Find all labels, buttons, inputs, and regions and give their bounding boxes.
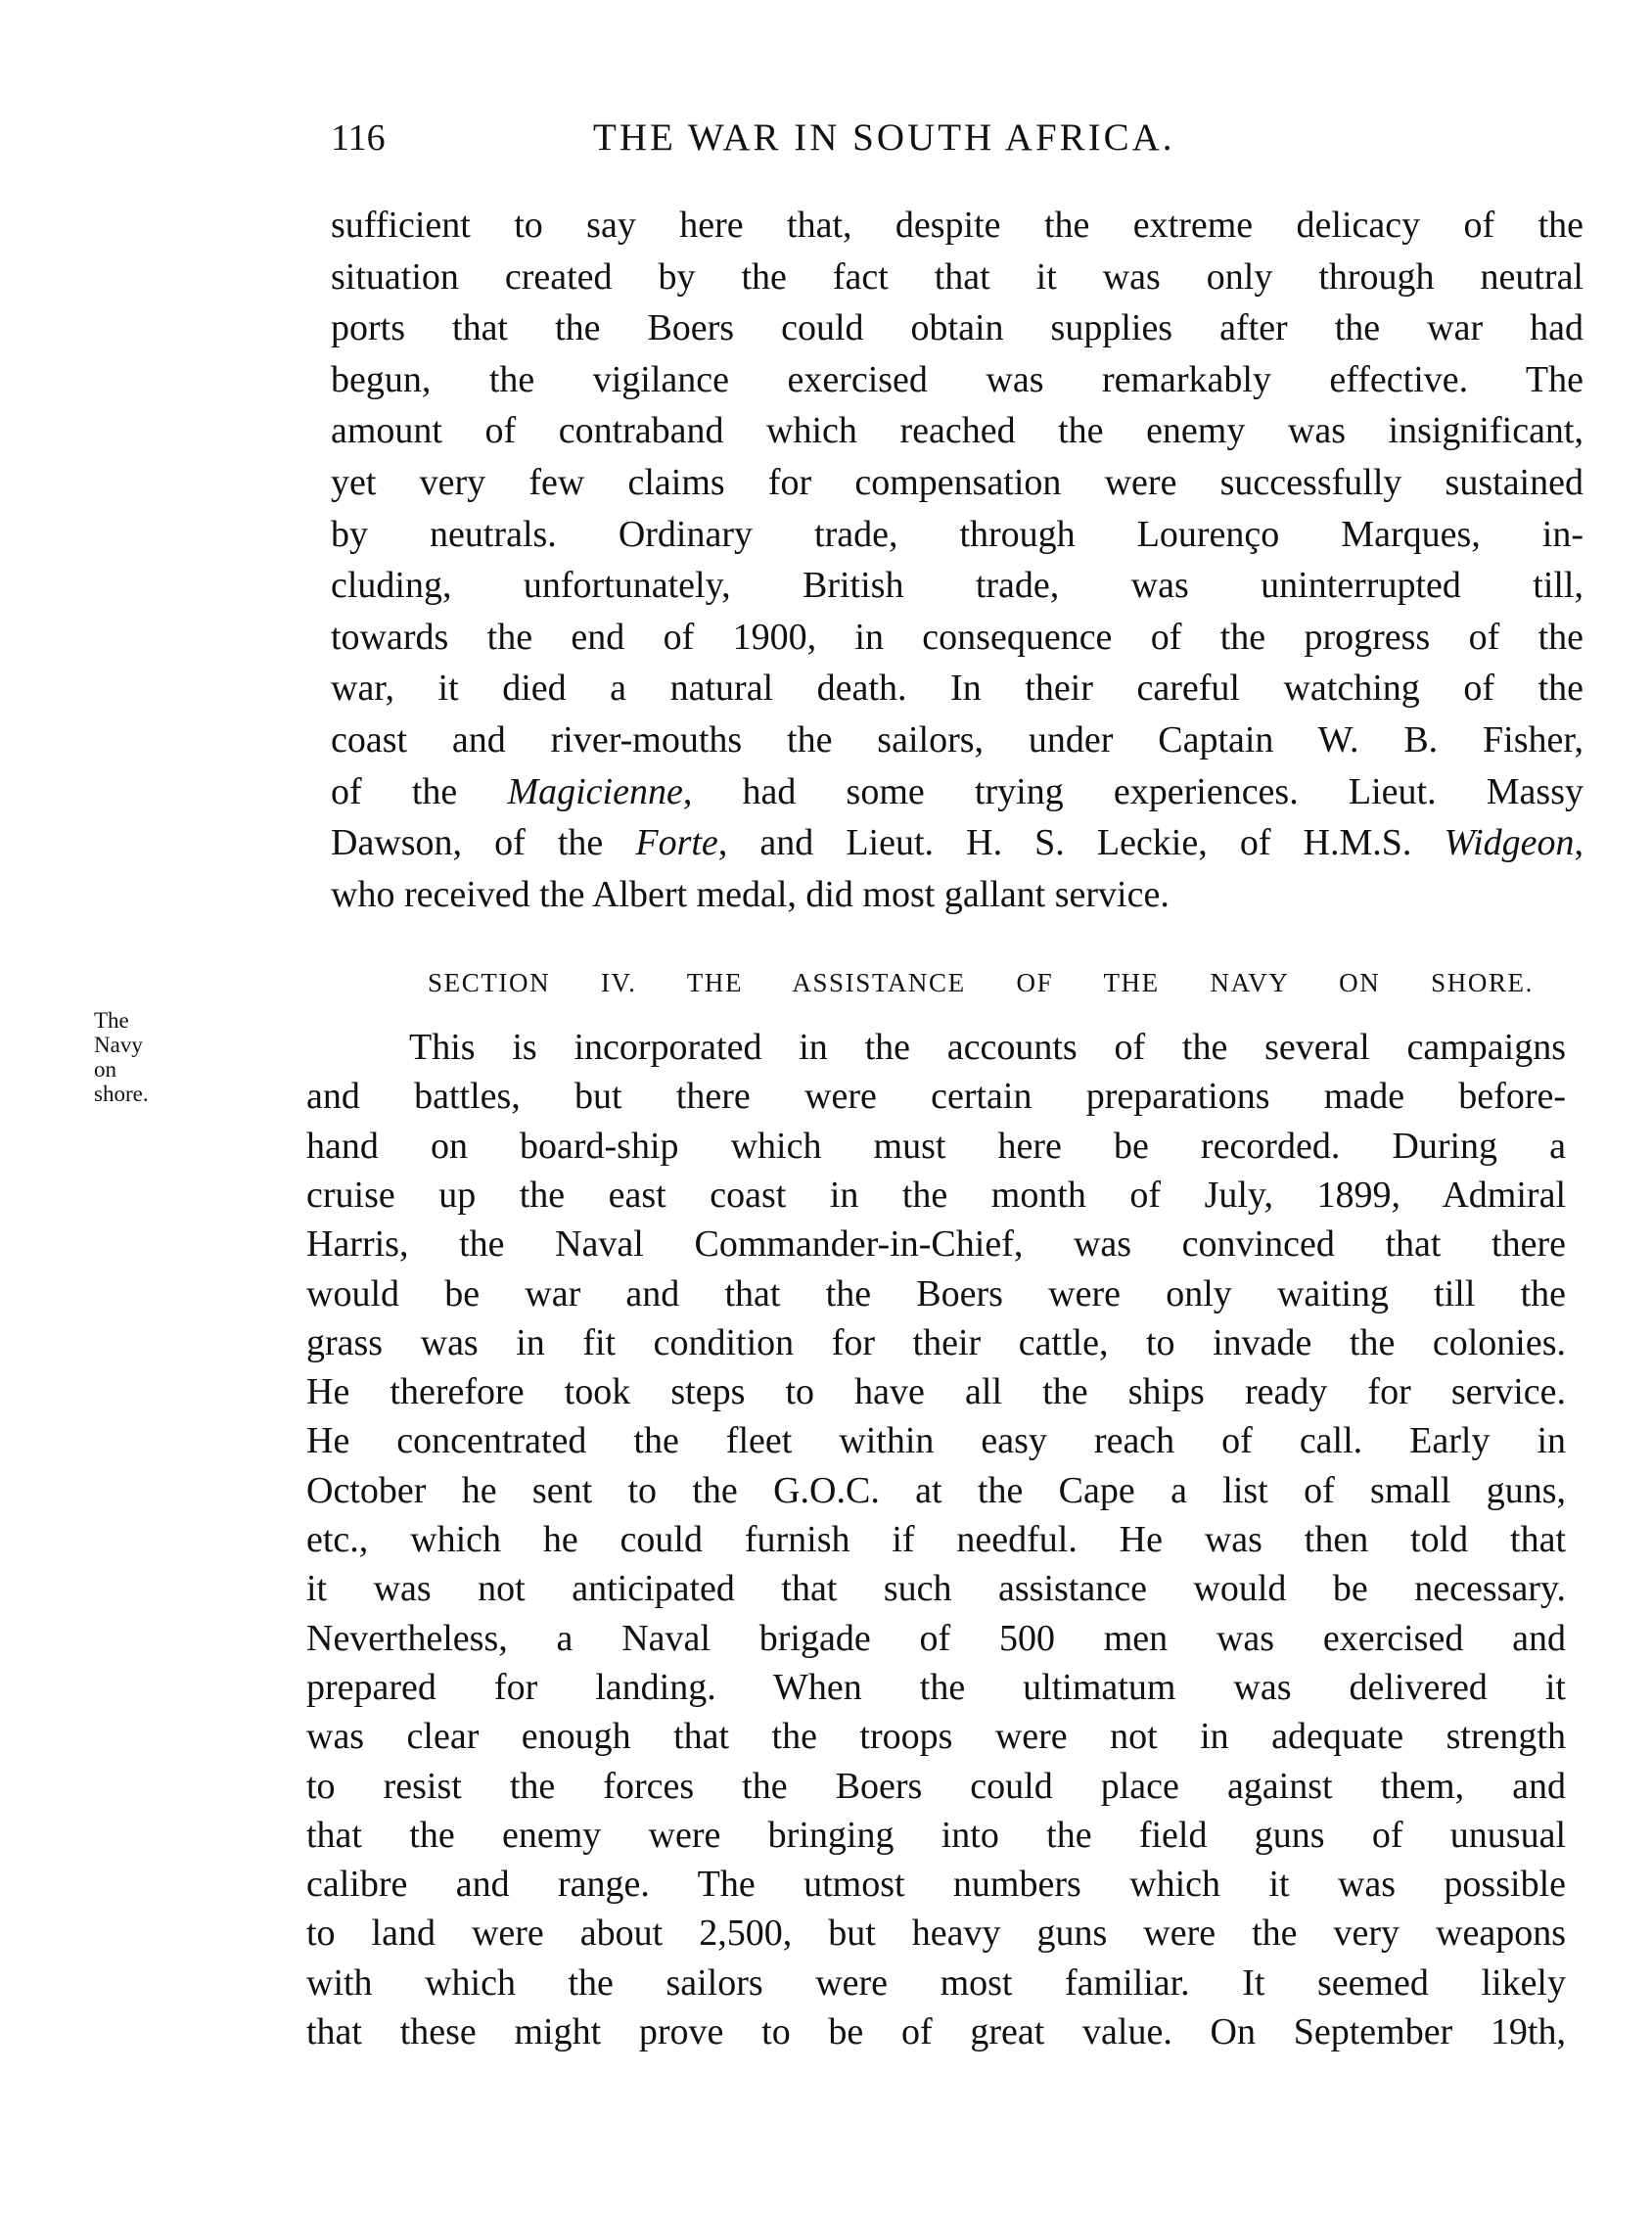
text-segment: Dawson, of the <box>331 822 636 863</box>
text-segment: October he sent to the G.O.C. at the Cape a list of small guns, <box>306 1470 1566 1511</box>
text-segment: calibre and range. The utmost numbers which it was possible <box>306 1864 1566 1905</box>
text-segment: towards the end of 1900, in consequence of the progress of the <box>331 617 1583 658</box>
text-segment: to land were about 2,500, but heavy guns were the very weapons <box>306 1913 1566 1954</box>
margin-note-line: shore. <box>94 1082 149 1106</box>
text-segment: by neutrals. Ordinary trade, through Lourenço Marques, in- <box>331 514 1583 555</box>
text-segment: This is incorporated in the accounts of the several campaigns <box>409 1027 1566 1068</box>
text-segment: sufficient to say here that, despite the extreme delicacy of the <box>331 205 1583 246</box>
text-segment: and battles, but there were certain preparations made before- <box>306 1076 1566 1117</box>
text-segment: that the enemy were bringing into the field guns of unusual <box>306 1815 1566 1856</box>
text-segment: Harris, the Naval Commander-in-Chief, was convinced that there <box>306 1223 1566 1265</box>
text-segment: He concentrated the fleet within easy reach of call. Early in <box>306 1420 1566 1461</box>
text-line <box>409 1023 1566 1072</box>
text-line <box>306 1614 1566 1663</box>
text-line <box>306 2007 1566 2056</box>
text-line <box>306 1515 1566 1564</box>
margin-note-line: on <box>94 1057 116 1082</box>
text-segment: yet very few claims for compensation were successfully sustained <box>331 462 1583 503</box>
page-number: 116 <box>331 117 386 159</box>
text-segment: cluding, unfortunately, British trade, was uninterrupted till, <box>331 565 1583 606</box>
text-segment: with which the sailors were most familiar. It seemed likely <box>306 1962 1566 2004</box>
text-line <box>306 1122 1566 1171</box>
text-line <box>306 1466 1566 1515</box>
text-line <box>306 1811 1566 1860</box>
text-segment: that these might prove to be of great value. On September 19th, <box>306 2011 1566 2052</box>
text-line <box>331 715 1583 764</box>
italic-ship-name: Widgeon <box>1444 822 1575 863</box>
text-segment: , <box>1574 822 1583 863</box>
text-segment: begun, the vigilance exercised was remarkably effective. The <box>331 359 1583 400</box>
text-segment: grass was in fit condition for their cattle, to invade the colonies. <box>306 1322 1566 1363</box>
text-line <box>331 613 1583 662</box>
text-line <box>306 1959 1566 2007</box>
text-line <box>306 1220 1566 1268</box>
section-heading: SECTION IV. THE ASSISTANCE OF THE NAVY ON SHORE. <box>428 968 1534 997</box>
text-segment: Nevertheless, a Naval brigade of 500 men was exercised and <box>306 1618 1566 1659</box>
text-line <box>331 406 1583 455</box>
text-line <box>331 253 1583 301</box>
text-line <box>306 1860 1566 1909</box>
text-line <box>331 870 1583 919</box>
text-line <box>331 818 1583 867</box>
text-line <box>306 1564 1566 1613</box>
text-segment: , and Lieut. H. S. Leckie, of H.M.S. <box>717 822 1445 863</box>
margin-note-line: The <box>94 1008 129 1033</box>
text-line <box>306 1367 1566 1416</box>
text-line <box>306 1762 1566 1811</box>
text-segment: it was not anticipated that such assistance would be necessary. <box>306 1568 1566 1609</box>
text-line <box>331 767 1583 816</box>
text-line <box>306 1663 1566 1712</box>
text-segment: , had some trying experiences. Lieut. Massy <box>682 771 1583 812</box>
text-segment: etc., which he could furnish if needful. He was then told that <box>306 1519 1566 1560</box>
text-segment: would be war and that the Boers were only waiting till the <box>306 1273 1566 1314</box>
running-title: THE WAR IN SOUTH AFRICA. <box>593 116 1175 159</box>
text-segment: coast and river-mouths the sailors, under Captain W. B. Fisher, <box>331 719 1583 761</box>
text-segment: cruise up the east coast in the month of July, 1899, Admiral <box>306 1175 1566 1216</box>
italic-ship-name: Forte <box>635 822 718 863</box>
margin-note <box>94 1008 149 1106</box>
text-segment: He therefore took steps to have all the ships ready for service. <box>306 1371 1566 1412</box>
text-line <box>331 510 1583 559</box>
text-segment: situation created by the fact that it was only through neutral <box>331 256 1583 298</box>
text-line <box>331 303 1583 352</box>
text-line <box>306 1269 1566 1318</box>
text-line <box>331 355 1583 404</box>
text-line <box>331 201 1583 250</box>
text-line <box>306 1318 1566 1367</box>
text-segment: ports that the Boers could obtain supplies after the war had <box>331 307 1583 348</box>
text-line <box>331 664 1583 713</box>
text-segment: who received the Albert medal, did most gallant service. <box>331 874 1170 915</box>
text-line <box>306 1072 1566 1121</box>
text-segment: of the <box>331 771 508 812</box>
text-line <box>331 561 1583 610</box>
text-segment: war, it died a natural death. In their careful watching of the <box>331 668 1583 709</box>
text-line <box>306 1171 1566 1220</box>
text-segment: prepared for landing. When the ultimatum was delivered it <box>306 1667 1566 1708</box>
text-line <box>331 458 1583 507</box>
text-line <box>306 1909 1566 1958</box>
text-segment: was clear enough that the troops were not in adequate strength <box>306 1716 1566 1757</box>
margin-note-line: Navy <box>94 1033 143 1057</box>
italic-ship-name: Magicienne <box>507 771 683 812</box>
text-line <box>306 1712 1566 1761</box>
text-segment: hand on board-ship which must here be recorded. During a <box>306 1126 1566 1167</box>
text-line <box>306 1416 1566 1465</box>
text-segment: to resist the forces the Boers could place against them, and <box>306 1766 1566 1807</box>
text-segment: amount of contraband which reached the enemy was insignificant, <box>331 410 1583 451</box>
